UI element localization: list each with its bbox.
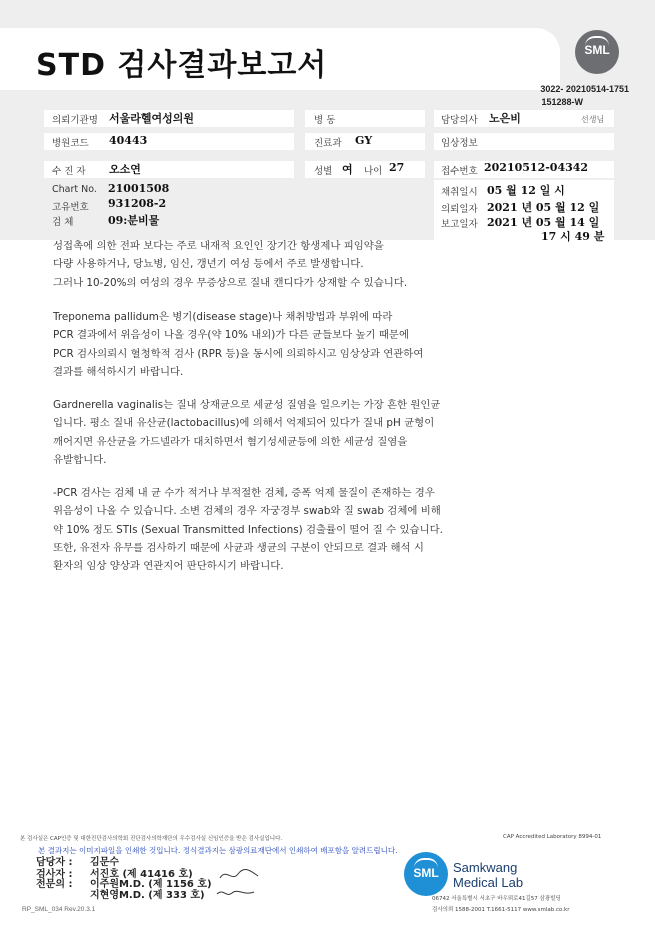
collect-value: 05 월 12 일 시 xyxy=(487,184,565,197)
sex-label: 성별 xyxy=(314,166,333,177)
sex-value: 여 xyxy=(342,163,353,176)
text-line: 결과를 해석하시기 바랍니다. xyxy=(53,365,184,378)
paragraph-pcr-note xyxy=(53,484,503,575)
chart-value: 21001508 xyxy=(108,182,170,195)
text-line: 위음성이 나올 수 있습니다. 소변 검체의 경우 자궁경부 swab와 질 swab 검체에 비해 xyxy=(53,505,441,518)
doctor-suffix: 선생님 xyxy=(581,115,605,124)
text-line: 깨어지면 유산균을 가드넬라가 대치하면서 혐기성세균등에 의한 세균성 질염을 xyxy=(53,435,408,448)
lab-logo-text: SML xyxy=(413,866,439,880)
doctor-value: 노은비 xyxy=(489,112,521,125)
text-line: PCR 검사의뢰시 혈청학적 검사 (RPR 등)을 동시에 의뢰하시고 임상상과 연관하여 xyxy=(53,347,424,360)
id-label: 고유번호 xyxy=(52,202,89,213)
text-line: Gardnerella vaginalis는 질내 상재균으로 세균성 질염을 일으키는 가장 흔한 원인균 xyxy=(53,399,441,411)
id-value: 931208-2 xyxy=(108,197,167,210)
paragraph-candida xyxy=(53,237,503,292)
text-line: 다량 사용하거나, 당뇨병, 임신, 갱년기 여성 등에서 주로 발생합니다. xyxy=(53,258,364,271)
report-label: 보고일자 xyxy=(441,219,478,230)
hospital-label: 의뢰기관명 xyxy=(52,115,98,126)
text-line: 약 10% 정도 STIs (Sexual Transmitted Infections) 검출률이 떨어 질 수 있습니다. xyxy=(53,523,443,536)
text-line: 성접촉에 의한 전파 보다는 주로 내재적 요인인 장기간 항생제나 피임약을 xyxy=(53,240,384,252)
doc-number-1: 3022- 20210514-1751 xyxy=(540,84,629,94)
patient-label: 수 진 자 xyxy=(52,166,86,177)
text-line: 환자의 임상 양상과 연관지어 판단하시기 바랍니다. xyxy=(53,560,284,573)
text-line: 그러나 10-20%의 여성의 경우 무증상으로 질내 캔디다가 상재할 수 있습니다. xyxy=(53,276,408,289)
cap-note: CAP Accredited Laboratory 8994-01 xyxy=(503,834,602,840)
age-label: 나이 xyxy=(364,166,383,177)
receipt-value: 20210512-04342 xyxy=(484,161,589,174)
lab-name-1: Samkwang xyxy=(453,860,518,875)
ward-label: 병 동 xyxy=(314,115,336,126)
lab-address: 06742 서울특별시 서초구 바우뫼로41길57 삼광빌딩 xyxy=(432,896,561,902)
report-value: 2021 년 05 월 14 일 xyxy=(487,216,600,229)
report-title: STD 검사결과보고서 xyxy=(36,48,328,83)
request-value: 2021 년 05 월 12 일 xyxy=(487,201,600,214)
sml-logo xyxy=(575,30,619,74)
form-number: RP_SML_034 Rev.20.3.1 xyxy=(22,906,96,913)
signature-specialist xyxy=(214,884,258,900)
certification-note: 본 검사실은 CAP인증 및 대한진단검사의학회 진단검사의학재단의 우수검사실 신임인증을 받은 검사실입니다. xyxy=(20,836,283,842)
text-line: 유발합니다. xyxy=(53,453,107,466)
lab-name-2: Medical Lab xyxy=(453,875,524,890)
paragraph-gardnerella xyxy=(53,396,503,469)
text-line: Treponema pallidum은 병기(disease stage)나 채취방법과 부위에 따라 xyxy=(53,311,393,323)
doc-number-2: 151288-W xyxy=(541,97,583,107)
specimen-label: 검 체 xyxy=(52,217,74,228)
specimen-value: 09:분비물 xyxy=(108,214,160,227)
staff-label-specialist: 전문의 : xyxy=(36,879,73,890)
samkwang-logo xyxy=(404,852,448,896)
dept-value: GY xyxy=(355,134,373,147)
staff-value-manager: 김문수 xyxy=(90,857,119,868)
text-line: 또한, 유전자 유무를 검사하기 때문에 사균과 생균의 구분이 안되므로 결과 해석 시 xyxy=(53,541,424,554)
logo-text: SML xyxy=(584,43,610,57)
staff-label-tester: 검사자 : xyxy=(36,869,73,880)
staff-value-tester: 서진호 (제 41416 호) xyxy=(90,869,193,880)
text-line: PCR 결과에서 위음성이 나올 경우(약 10% 내외)가 다른 균들보다 높기 때문에 xyxy=(53,329,409,342)
print-warning: 본 결과지는 이미지파일을 인쇄한 것입니다. 정식결과지는 삼광의료재단에서 인쇄하여 배포함을 알려드립니다. xyxy=(38,846,398,855)
lab-contact: 검사의뢰 1588-2001 T.1661-5117 www.smlab.co.kr xyxy=(432,907,570,913)
dept-label: 진료과 xyxy=(314,138,342,149)
paragraph-treponema xyxy=(53,308,503,381)
hospital-code-label: 병원코드 xyxy=(52,138,89,149)
staff-value-specialist-2: 지현영M.D. (제 333 호) xyxy=(90,890,205,901)
collect-label: 채취일시 xyxy=(441,187,478,198)
clinical-label: 임상정보 xyxy=(441,138,478,149)
signature-tester xyxy=(218,866,262,884)
hospital-value: 서울라헬여성의원 xyxy=(109,112,195,125)
receipt-label: 접수번호 xyxy=(441,166,478,177)
text-line: -PCR 검사는 검체 내 균 수가 적거나 부적절한 검체, 증폭 억제 물질이 존재하는 경우 xyxy=(53,487,435,499)
age-value: 27 xyxy=(389,161,405,174)
staff-label-manager: 담당자 : xyxy=(36,857,73,868)
text-line: 입니다. 평소 질내 유산균(lactobacillus)에 의해서 억제되어 있다가 질내 pH 균형이 xyxy=(53,417,435,430)
doctor-label: 담당의사 xyxy=(441,115,478,126)
hospital-code-value: 40443 xyxy=(109,134,148,147)
report-time: 17 시 49 분 xyxy=(541,230,605,243)
chart-label: Chart No. xyxy=(52,184,97,195)
patient-value: 오소연 xyxy=(109,163,141,176)
staff-value-specialist-1: 이주원M.D. (제 1156 호) xyxy=(90,879,212,890)
request-label: 의뢰일자 xyxy=(441,204,478,215)
